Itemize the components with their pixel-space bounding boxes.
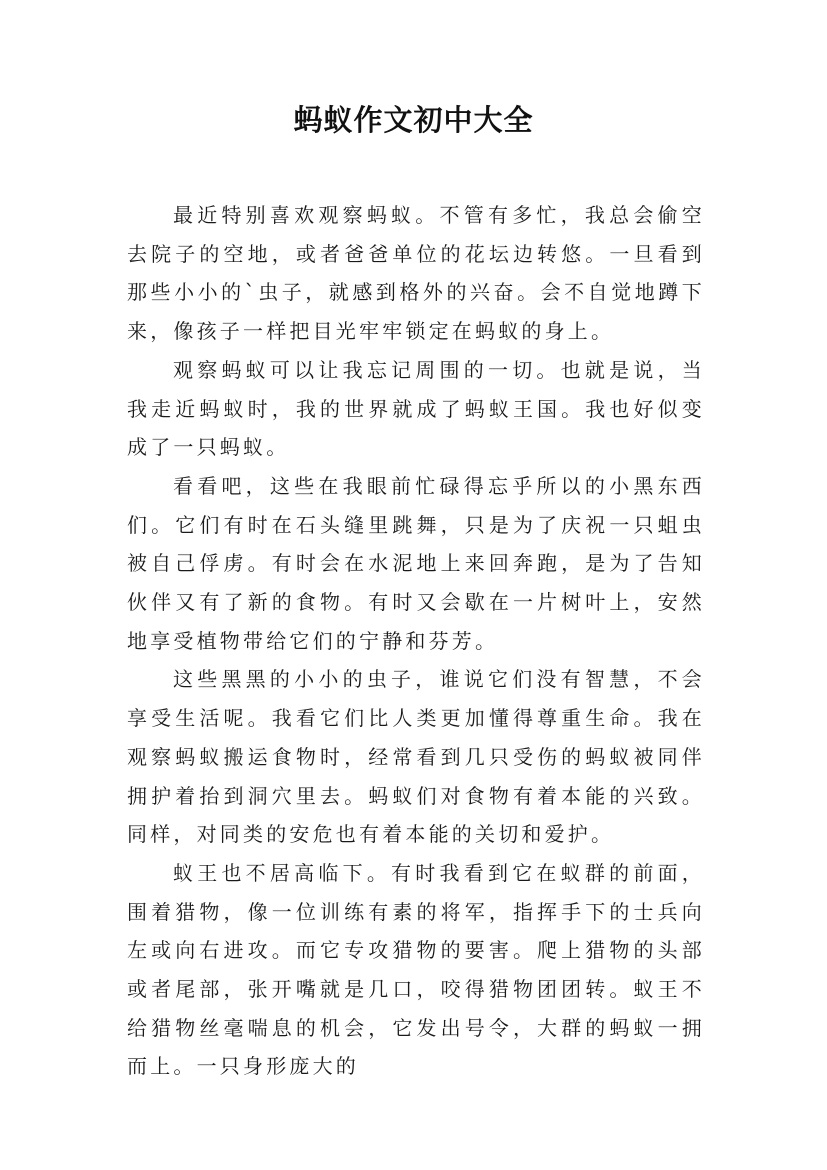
paragraph-3: 看看吧，这些在我眼前忙碌得忘乎所以的小黑东西们。它们有时在石头缝里跳舞，只是为了庆祝一只蛆虫被自己俘虏。有时会在水泥地上来回奔跑，是为了告知伙伴又有了新的食物。有时又会歇在一片树叶上，安然地享受植物带给它们的宁静和芬芳。 <box>127 473 705 653</box>
paragraph-2: 观察蚂蚁可以让我忘记周围的一切。也就是说，当我走近蚂蚁时，我的世界就成了蚂蚁王国。我也好似变成了一只蚂蚁。 <box>127 357 705 460</box>
paragraph-1: 最近特别喜欢观察蚂蚁。不管有多忙，我总会偷空去院子的空地，或者爸爸单位的花坛边转悠。一旦看到那些小小的`虫子，就感到格外的兴奋。会不自觉地蹲下来，像孩子一样把目光牢牢锁定在蚂蚁的身上。 <box>127 203 705 344</box>
document-title: 蚂蚁作文初中大全 <box>293 103 534 137</box>
paragraph-4: 这些黑黑的小小的虫子，谁说它们没有智慧，不会享受生活呢。我看它们比人类更加懂得尊重生命。我在观察蚂蚁搬运食物时，经常看到几只受伤的蚂蚁被同伴拥护着抬到洞穴里去。蚂蚁们对食物有着本能的兴致。同样，对同类的安危也有着本能的关切和爱护。 <box>127 667 705 847</box>
document-body <box>127 196 705 1086</box>
paragraph-5: 蚁王也不居高临下。有时我看到它在蚁群的前面，围着猎物，像一位训练有素的将军，指挥手下的士兵向左或向右进攻。而它专攻猎物的要害。爬上猎物的头部或者尾部，张开嘴就是几口，咬得猎物团团转。蚁王不给猎物丝毫喘息的机会，它发出号令，大群的蚂蚁一拥而上。一只身形庞大的 <box>127 860 705 1079</box>
